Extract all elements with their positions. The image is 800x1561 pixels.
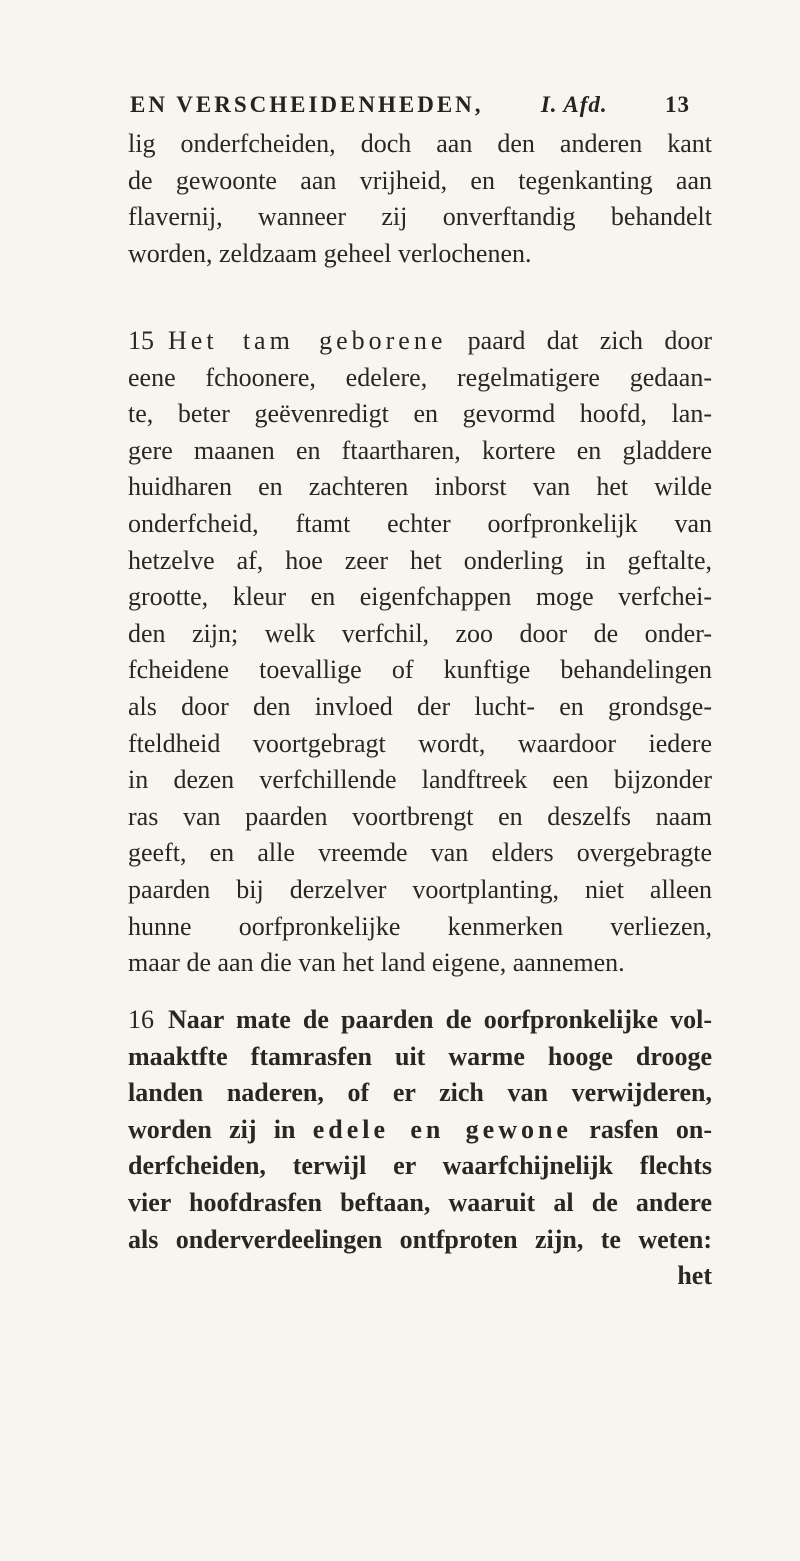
text-line: landen naderen, of er zich van verwijderen, (128, 1078, 712, 1108)
spaced-emphasis: Het tam geborene (168, 326, 447, 355)
text-line: eene fchoonere, edelere, regelmatigere gedaan- (128, 362, 712, 392)
text-line: in dezen verfchillende landftreek een bijzonder (128, 765, 712, 795)
text-line: fteldheid voortgebragt wordt, waardoor iedere (128, 728, 712, 758)
text-run: paard dat zich door (446, 326, 713, 355)
text-line: worden, zeldzaam geheel verlochenen. (128, 238, 532, 268)
text-line (128, 1112, 712, 1149)
text-line: als door den invloed der lucht- en grondsge- (128, 691, 712, 721)
text-line: maaktfte ftamrasfen uit warme hooge drooge (128, 1041, 712, 1071)
paragraph-15 (128, 323, 712, 982)
paragraph-continuation (128, 126, 712, 272)
text-line: maar de aan die van het land eigene, aannemen. (128, 948, 625, 978)
paragraph-16 (128, 1002, 712, 1295)
running-head-section: I. Afd. (540, 92, 608, 117)
paragraph-number: 15 (128, 326, 154, 355)
page-number: 13 (664, 92, 690, 117)
text-line: derfcheiden, terwijl er waarfchijnelijk flechts (128, 1151, 712, 1181)
text-run: Naar mate de paarden de oorfpronkelijke vol- (168, 1005, 712, 1034)
text-line: grootte, kleur en eigenfchappen moge verfchei- (128, 582, 712, 612)
text-line: huidharen en zachteren inborst van het wilde (128, 472, 712, 502)
text-line: te, beter geëvenredigt en gevormd hoofd, lan- (128, 399, 712, 429)
paragraph-first-line (128, 323, 712, 360)
text-line: flavernij, wanneer zij onverftandig behandelt (128, 202, 712, 232)
text-line: ras van paarden voortbrengt en deszelfs naam (128, 801, 712, 831)
text-line: de gewoonte aan vrijheid, en tegenkanting aan (128, 165, 712, 195)
text-run: rasfen on- (571, 1114, 713, 1144)
paragraph-first-line (128, 1002, 712, 1039)
spaced-emphasis: edele en gewone (312, 1114, 572, 1144)
text-line: hetzelve af, hoe zeer het onderling in geftalte, (128, 545, 712, 575)
text-line: vier hoofdrasfen beftaan, waaruit al de andere (128, 1187, 712, 1217)
text-line: hunne oorfpronkelijke kenmerken verliezen, (128, 911, 712, 941)
running-head-title: EN VERSCHEIDENHEDEN, (130, 92, 484, 117)
text-line: lig onderfcheiden, doch aan den anderen kant (128, 129, 712, 158)
running-head (130, 92, 690, 118)
paragraph-number: 16 (128, 1005, 154, 1034)
text-line: paarden bij derzelver voortplanting, niet alleen (128, 874, 712, 904)
text-line: fcheidene toevallige of kunftige behandelingen (128, 655, 712, 685)
catchword: het (677, 1261, 712, 1291)
text-line: als onderverdeelingen ontfproten zijn, te weten: (128, 1224, 712, 1254)
text-run: worden zij in (128, 1114, 313, 1144)
text-line: gere maanen en ftaartharen, kortere en gladdere (128, 435, 712, 465)
text-line: geeft, en alle vreemde van elders overgebragte (128, 838, 712, 868)
text-line: den zijn; welk verfchil, zoo door de onder- (128, 618, 712, 648)
text-line: onderfcheid, ftamt echter oorfpronkelijk van (128, 508, 712, 538)
